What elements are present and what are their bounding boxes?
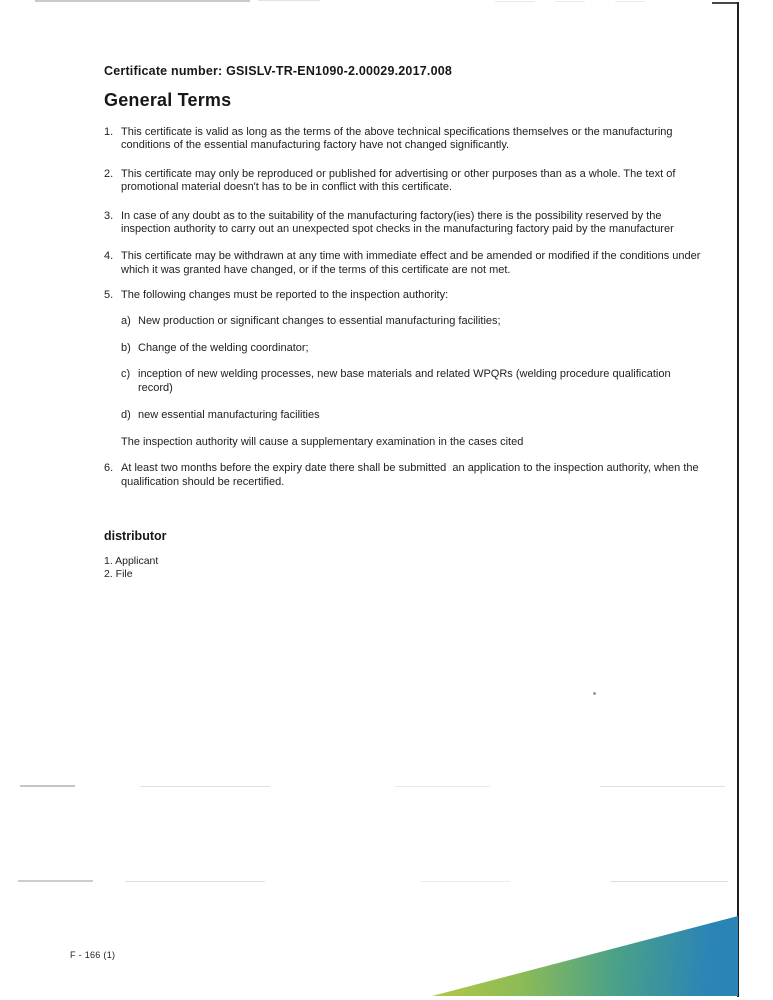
scan-smudge-top (258, 0, 320, 1)
term-item-1 (104, 126, 720, 153)
sub-term-d (121, 409, 720, 422)
distributor-item: 1. Applicant (104, 554, 159, 567)
scan-smudge-top (35, 0, 250, 2)
term-text: This certificate may only be reproduced or published for advertising or other purposes than as a whole. The text of promotional material doesn't has to be in conflict with this certificate. (121, 167, 679, 194)
scan-smudge-top (495, 1, 535, 2)
term-number: 6. (104, 462, 114, 475)
term-item-4 (104, 250, 720, 277)
scan-smudge-top (555, 1, 585, 2)
inspection-note: The inspection authority will cause a supplementary examination in the cases cited (121, 435, 524, 448)
certificate-number: Certificate number: GSISLV-TR-EN1090-2.00029.2017.008 (104, 64, 453, 78)
gradient-triangle (432, 916, 738, 996)
term-item-2 (104, 168, 720, 195)
distributor-heading: distributor (104, 528, 167, 543)
scan-faint-rule (140, 786, 270, 787)
scan-smudge-top (615, 1, 645, 2)
term-number: 1. (104, 126, 114, 138)
term-number: 3. (104, 209, 114, 222)
sub-term-text: New production or significant changes to essential manufacturing facilities; (138, 314, 501, 327)
sub-term-letter: b) (121, 342, 131, 355)
sub-term-letter: a) (121, 314, 131, 327)
sub-term-text: new essential manufacturing facilities (138, 409, 320, 422)
sub-term-text: inception of new welding processes, new base materials and related WPQRs (welding procedure qualification record) (138, 368, 674, 394)
term-text: This certificate is valid as long as the terms of the above technical specifications themselves or the manufacturing conditions of the essential manufacturing factory have not changed significantly. (121, 126, 676, 152)
scan-faint-rule (18, 880, 93, 882)
term-text: The following changes must be reported to the inspection authority: (121, 289, 449, 302)
scan-faint-rule (610, 881, 728, 882)
scan-faint-rule (20, 785, 75, 787)
scan-speck (593, 692, 596, 695)
distributor-list (104, 555, 720, 581)
term-number: 4. (104, 250, 114, 263)
general-terms-list (104, 126, 720, 489)
term-item-5 (104, 289, 720, 302)
distributor-section (104, 529, 720, 581)
sub-term-letter: d) (121, 409, 131, 422)
term-text: In case of any doubt as to the suitability of the manufacturing factory(ies) there is the possibility reserved by the inspection authority to carry out an unexpected spot checks in the manufacturing factory paid by the manufacturer (121, 209, 674, 236)
term-text: At least two months before the expiry date there shall be submitted an application to the inspection authority, when the qualification should be recertified. (121, 462, 702, 488)
scan-edge-line (737, 2, 739, 997)
distributor-item: 2. File (104, 567, 133, 580)
sub-term-letter: c) (121, 368, 131, 381)
form-code: F - 166 (1) (70, 950, 116, 960)
term-item-3 (104, 210, 720, 237)
scan-faint-rule (125, 881, 265, 882)
scan-faint-rule (420, 881, 510, 882)
sub-term-b (121, 342, 720, 355)
term-text: This certificate may be withdrawn at any time with immediate effect and be amended or modified if the conditions under which it was granted have changed, or if the terms of this certificate are not met. (121, 250, 704, 276)
scan-faint-rule (395, 786, 490, 787)
sub-term-c (121, 368, 720, 395)
term-number: 2. (104, 167, 114, 180)
scan-faint-rule (600, 786, 725, 787)
term-number: 5. (104, 289, 114, 302)
page-title: General Terms (104, 90, 232, 110)
document-content (104, 64, 720, 581)
sub-term-a (121, 315, 720, 328)
scan-corner-tick (712, 2, 739, 4)
term-item-6 (104, 462, 720, 489)
sub-term-text: Change of the welding coordinator; (138, 342, 309, 355)
